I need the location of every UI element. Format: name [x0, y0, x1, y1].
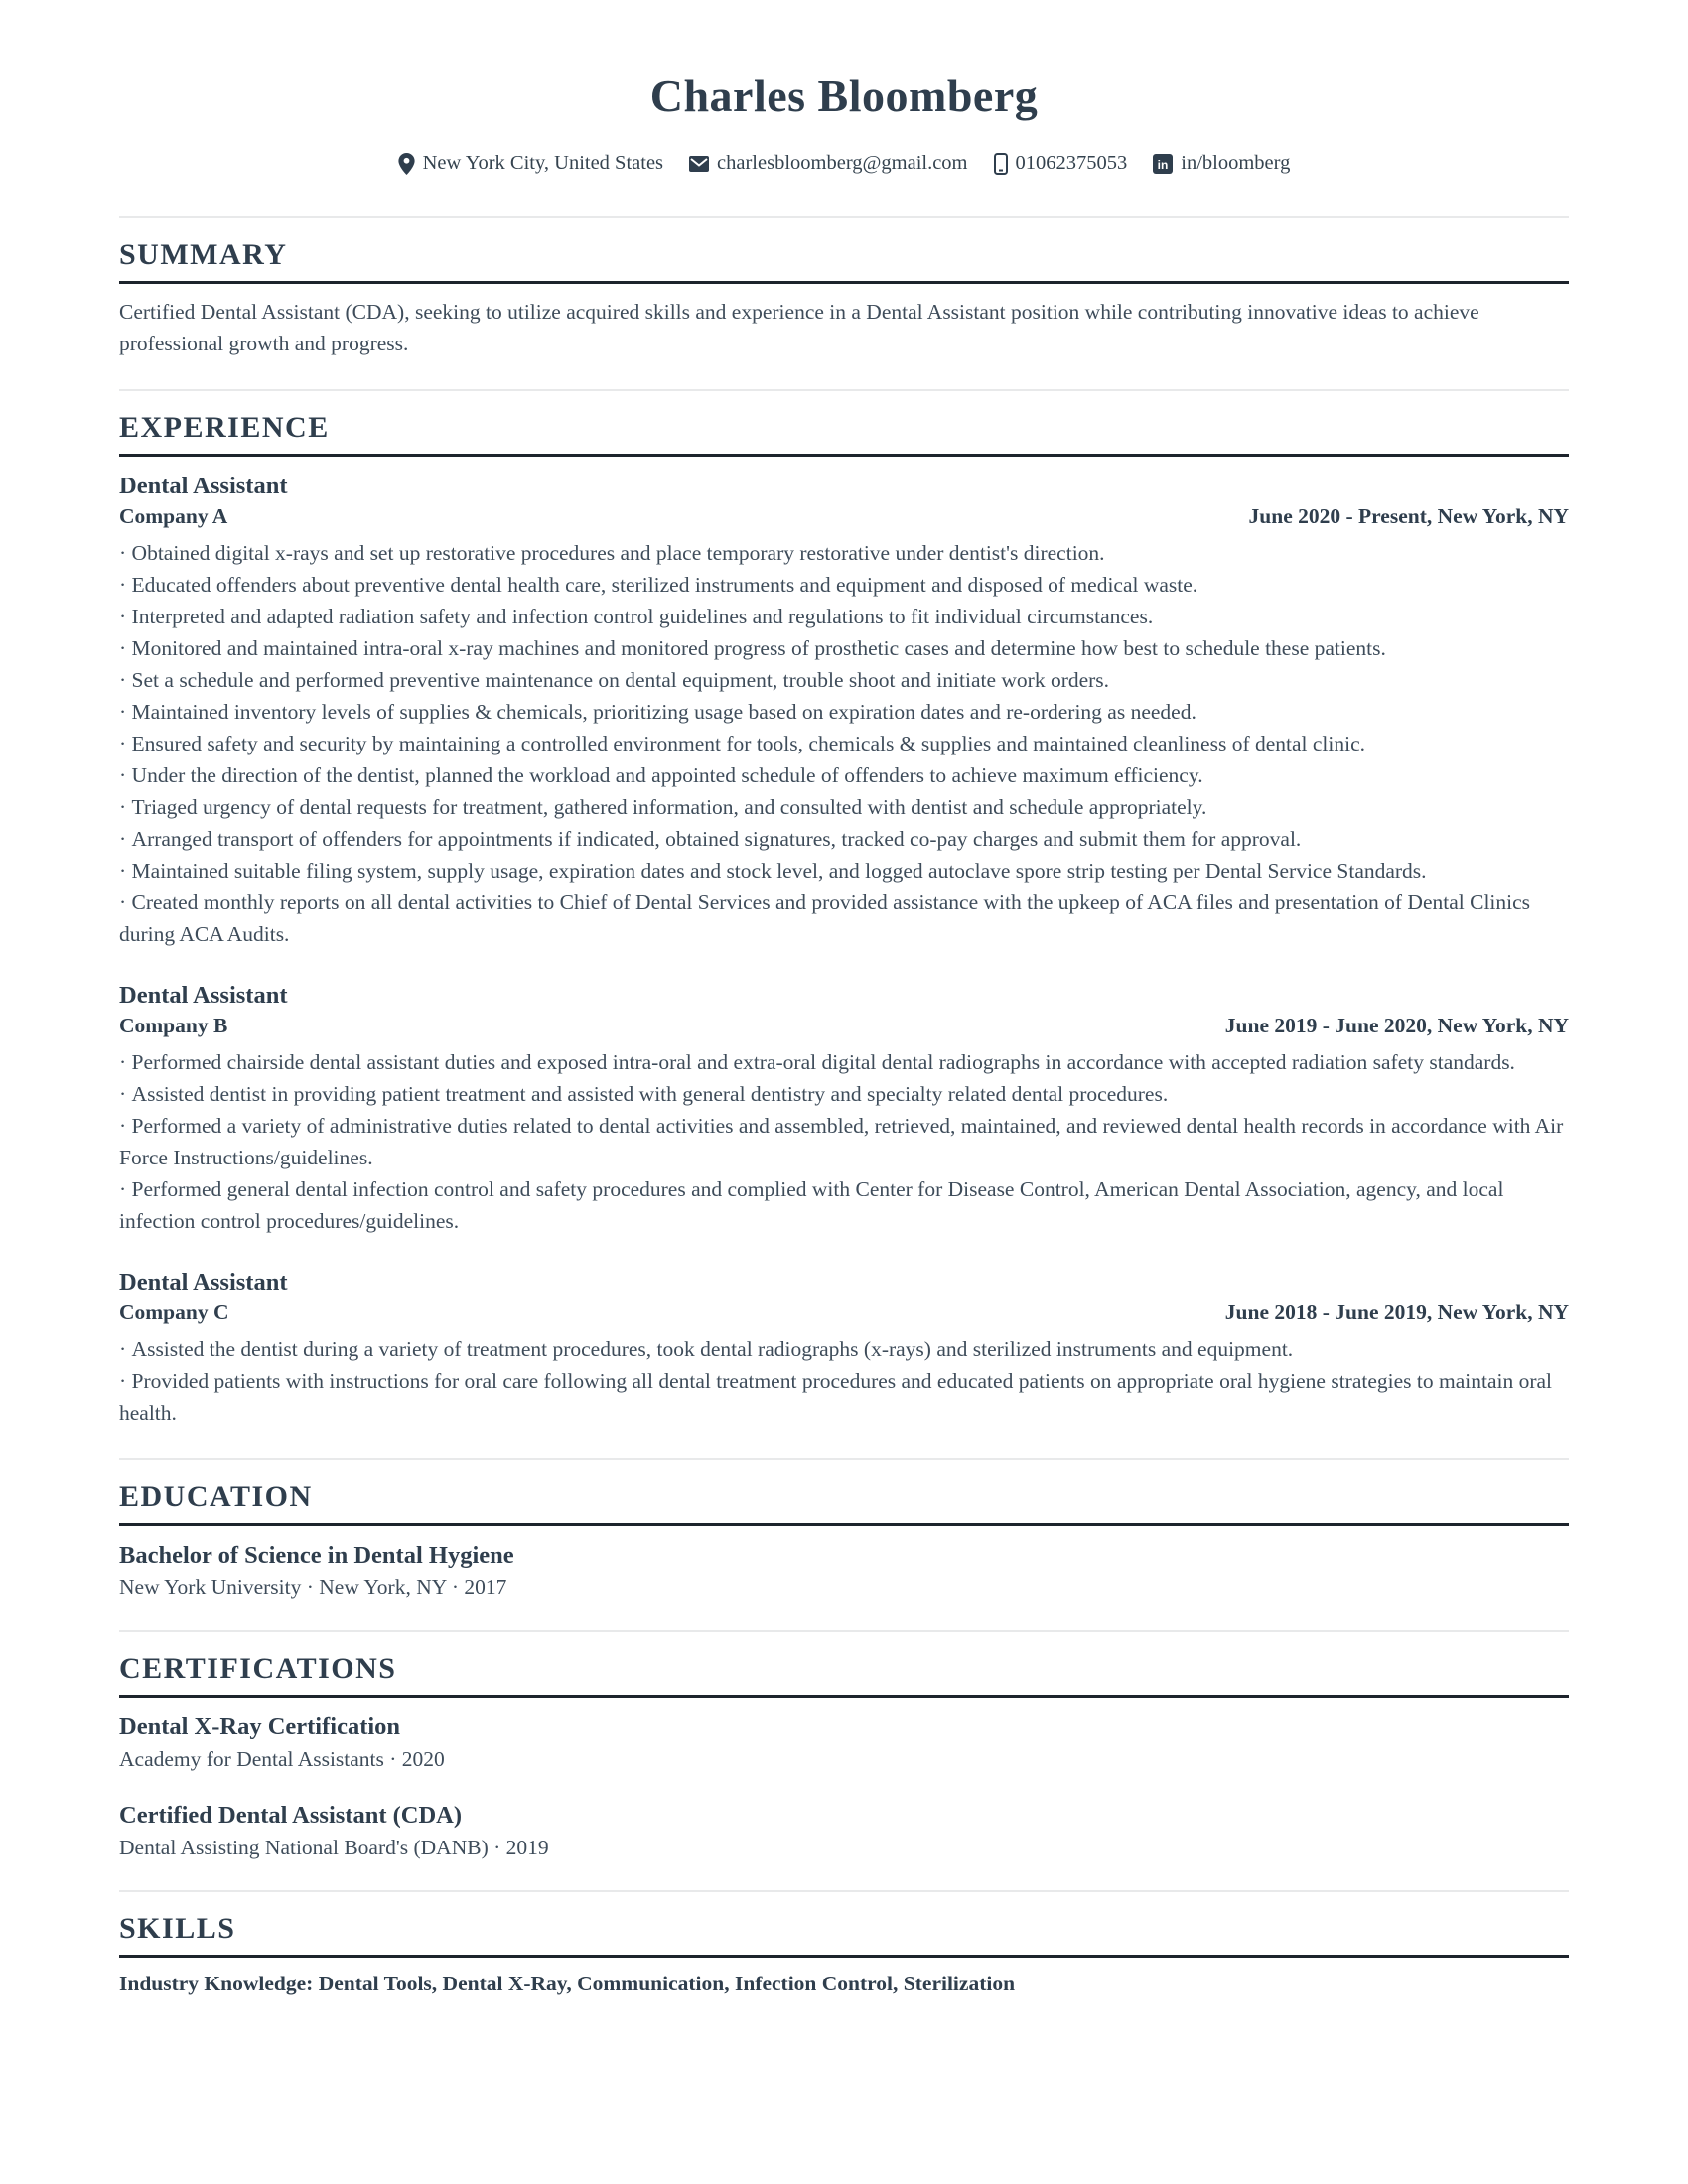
phone-icon	[994, 153, 1008, 175]
job-bullet: · Performed general dental infection control and safety procedures and complied with Center for Disease Control, American Dental Association, agency, and local infection control procedures/guidelines.	[119, 1173, 1569, 1237]
job-bullet: · Provided patients with instructions for oral care following all dental treatment procedures and educated patients on appropriate oral hygiene strategies to maintain oral health.	[119, 1365, 1569, 1429]
job-dates-location: June 2018 - June 2019, New York, NY	[1224, 1300, 1569, 1324]
job-bullet-list	[119, 1046, 1569, 1237]
education-school-line: New York University · New York, NY · 2017	[119, 1575, 507, 1599]
certifications-heading: CERTIFICATIONS	[119, 1652, 1569, 1698]
linkedin-icon	[1153, 154, 1173, 174]
job-bullet: · Maintained inventory levels of supplies & chemicals, prioritizing usage based on expiration dates and re-ordering as needed.	[119, 696, 1569, 728]
job-meta-row	[119, 504, 1569, 529]
job-bullet-list	[119, 537, 1569, 950]
experience-job-company-c	[119, 1269, 1569, 1429]
job-bullet: · Triaged urgency of dental requests for treatment, gathered information, and consulted with dentist and schedule appropriately.	[119, 791, 1569, 823]
job-bullet: · Educated offenders about preventive dental health care, sterilized instruments and equipment and disposed of medical waste.	[119, 569, 1569, 601]
section-divider	[119, 389, 1569, 391]
job-role: Dental Assistant	[119, 982, 288, 1009]
certification-issuer-line: Dental Assisting National Board's (DANB) · 2019	[119, 1836, 549, 1859]
certification-entry	[119, 1802, 1569, 1860]
job-bullet: · Set a schedule and performed preventive maintenance on dental equipment, trouble shoot and initiate work orders.	[119, 664, 1569, 696]
email-icon	[689, 156, 709, 172]
location-pin-icon	[398, 153, 415, 175]
contact-email	[689, 152, 967, 175]
contact-location-text: New York City, United States	[422, 152, 664, 174]
skills-heading: SKILLS	[119, 1912, 1569, 1958]
section-divider	[119, 1890, 1569, 1892]
skills-line: Industry Knowledge: Dental Tools, Dental X-Ray, Communication, Infection Control, Sterilization	[119, 1972, 1016, 1995]
job-bullet: · Arranged transport of offenders for appointments if indicated, obtained signatures, tracked co-pay charges and submit them for approval.	[119, 823, 1569, 855]
summary-heading: SUMMARY	[119, 238, 1569, 284]
job-dates-location: June 2019 - June 2020, New York, NY	[1224, 1014, 1569, 1037]
experience-heading: EXPERIENCE	[119, 411, 1569, 457]
job-role: Dental Assistant	[119, 473, 288, 499]
job-bullet: · Performed a variety of administrative duties related to dental activities and assembled, retrieved, maintained, and reviewed dental health records in accordance with Air Force Instructions/guidelines.	[119, 1110, 1569, 1173]
job-bullet: · Under the direction of the dentist, planned the workload and appointed schedule of offenders to achieve maximum efficiency.	[119, 759, 1569, 791]
education-degree: Bachelor of Science in Dental Hygiene	[119, 1542, 514, 1569]
job-meta-row	[119, 1014, 1569, 1038]
certification-issuer-line: Academy for Dental Assistants · 2020	[119, 1747, 445, 1771]
job-bullet: · Monitored and maintained intra-oral x-ray machines and monitored progress of prosthetic cases and determine how best to schedule these patients.	[119, 632, 1569, 664]
certification-name: Certified Dental Assistant (CDA)	[119, 1802, 462, 1829]
experience-job-company-a	[119, 473, 1569, 950]
education-heading: EDUCATION	[119, 1480, 1569, 1526]
contact-phone	[994, 152, 1128, 175]
job-role: Dental Assistant	[119, 1269, 288, 1296]
contact-email-text: charlesbloomberg@gmail.com	[717, 152, 968, 174]
job-bullet: · Assisted the dentist during a variety of treatment procedures, took dental radiographs (x-rays) and sterilized instruments and equipment.	[119, 1333, 1569, 1365]
contact-linkedin	[1153, 152, 1290, 175]
job-company: Company B	[119, 1014, 228, 1037]
job-company: Company A	[119, 504, 228, 528]
education-entry	[119, 1542, 1569, 1600]
candidate-name: Charles Bloomberg	[649, 70, 1039, 121]
summary-text: Certified Dental Assistant (CDA), seeking to utilize acquired skills and experience in a Dental Assistant position while contributing innovative ideas to achieve professional growth and progress.	[119, 300, 1479, 355]
job-company: Company C	[119, 1300, 229, 1324]
certification-name: Dental X-Ray Certification	[119, 1713, 401, 1740]
job-bullet: · Ensured safety and security by maintaining a controlled environment for tools, chemicals & supplies and maintained cleanliness of dental clinic.	[119, 728, 1569, 759]
job-bullet: · Interpreted and adapted radiation safety and infection control guidelines and regulations to fit individual circumstances.	[119, 601, 1569, 632]
contact-phone-text: 01062375053	[1015, 152, 1128, 174]
experience-job-company-b	[119, 982, 1569, 1237]
job-bullet-list	[119, 1333, 1569, 1429]
job-meta-row	[119, 1300, 1569, 1325]
job-dates-location: June 2020 - Present, New York, NY	[1248, 504, 1569, 528]
contact-linkedin-text: in/bloomberg	[1181, 152, 1291, 174]
contact-location	[398, 152, 663, 175]
job-bullet: · Assisted dentist in providing patient treatment and assisted with general dentistry and specialty related dental procedures.	[119, 1078, 1569, 1110]
section-divider	[119, 1630, 1569, 1632]
svg-text:in: in	[1157, 157, 1169, 172]
contact-row	[119, 152, 1569, 175]
job-bullet: · Maintained suitable filing system, supply usage, expiration dates and stock level, and logged autoclave spore strip testing per Dental Service Standards.	[119, 855, 1569, 887]
job-bullet: · Obtained digital x-rays and set up restorative procedures and place temporary restorative under dentist's direction.	[119, 537, 1569, 569]
job-bullet: · Performed chairside dental assistant duties and exposed intra-oral and extra-oral digital dental radiographs in accordance with accepted radiation safety standards.	[119, 1046, 1569, 1078]
job-bullet: · Created monthly reports on all dental activities to Chief of Dental Services and provided assistance with the upkeep of ACA files and presentation of Dental Clinics during ACA Audits.	[119, 887, 1569, 950]
section-divider	[119, 216, 1569, 218]
certification-entry	[119, 1713, 1569, 1772]
section-divider	[119, 1458, 1569, 1460]
